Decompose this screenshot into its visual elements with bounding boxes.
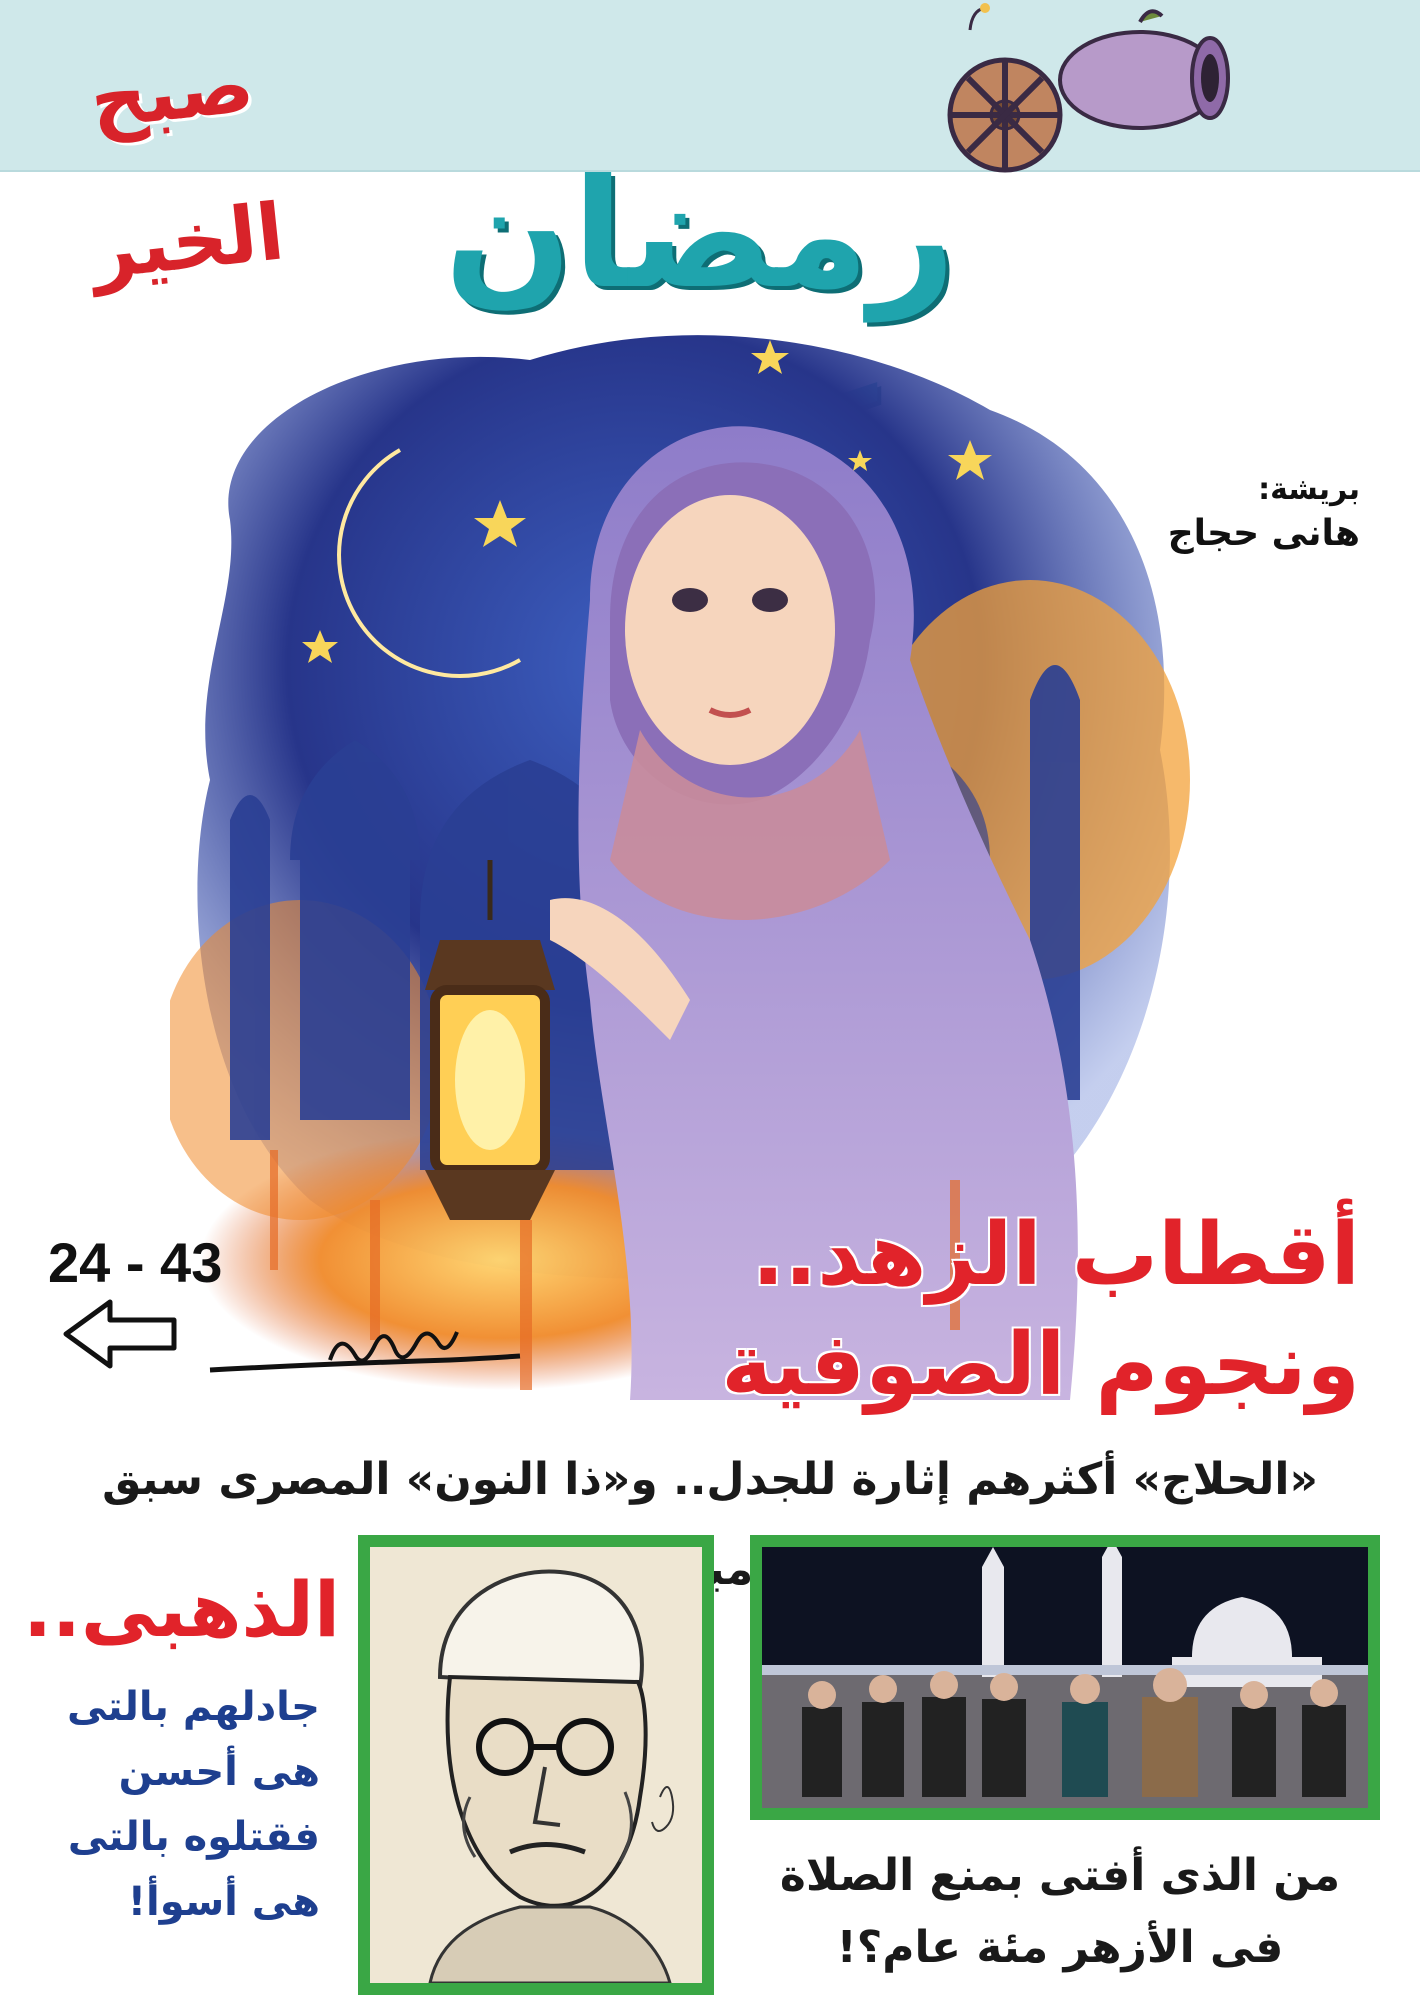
dhahabi-sketch-portrait[interactable]	[358, 1535, 714, 1995]
main-headline-line-2[interactable]: ونجوم الصوفية	[721, 1315, 1360, 1415]
dhahabi-deck[interactable]	[20, 1675, 320, 1975]
arrow-left-icon[interactable]	[60, 1298, 180, 1370]
magazine-logo[interactable]: صبح الخير	[86, 39, 289, 297]
credit-label: بريشة:	[1258, 472, 1360, 507]
credit-name: هانى حجاج	[1167, 513, 1360, 554]
artist-signature	[200, 1320, 530, 1390]
prayer-photo-image	[762, 1547, 1368, 1808]
dhahabi-line-3: فقتلوه بالتى	[67, 1814, 320, 1860]
sketch-image	[370, 1547, 702, 1983]
ramadan-kareem-title: رمضان	[444, 148, 956, 322]
dhahabi-headline[interactable]: الذهبى..	[23, 1565, 340, 1654]
dhahabi-line-1: جادلهم بالتى	[67, 1684, 320, 1730]
main-subheadline[interactable]: «الحلاج» أكثرهم إثارة للجدل.. و«ذا النون» المصرى سبق	[102, 1454, 1318, 1505]
page-range: 24 - 43	[48, 1231, 223, 1294]
prayer-caption-line-2: فى الأزهر مئة عام؟!	[836, 1922, 1284, 1973]
dhahabi-line-2: هى أحسن	[118, 1749, 320, 1795]
main-headline-line-1[interactable]: أقطاب الزهد..	[751, 1205, 1360, 1305]
dhahabi-line-4: هى أسوأ!	[127, 1879, 320, 1925]
prayer-story-caption[interactable]	[730, 1840, 1390, 2000]
illustration-credit	[1060, 470, 1360, 570]
prayer-caption-line-1: من الذى أفتى بمنع الصلاة	[779, 1850, 1341, 1901]
azhar-prayer-photo[interactable]	[750, 1535, 1380, 1820]
